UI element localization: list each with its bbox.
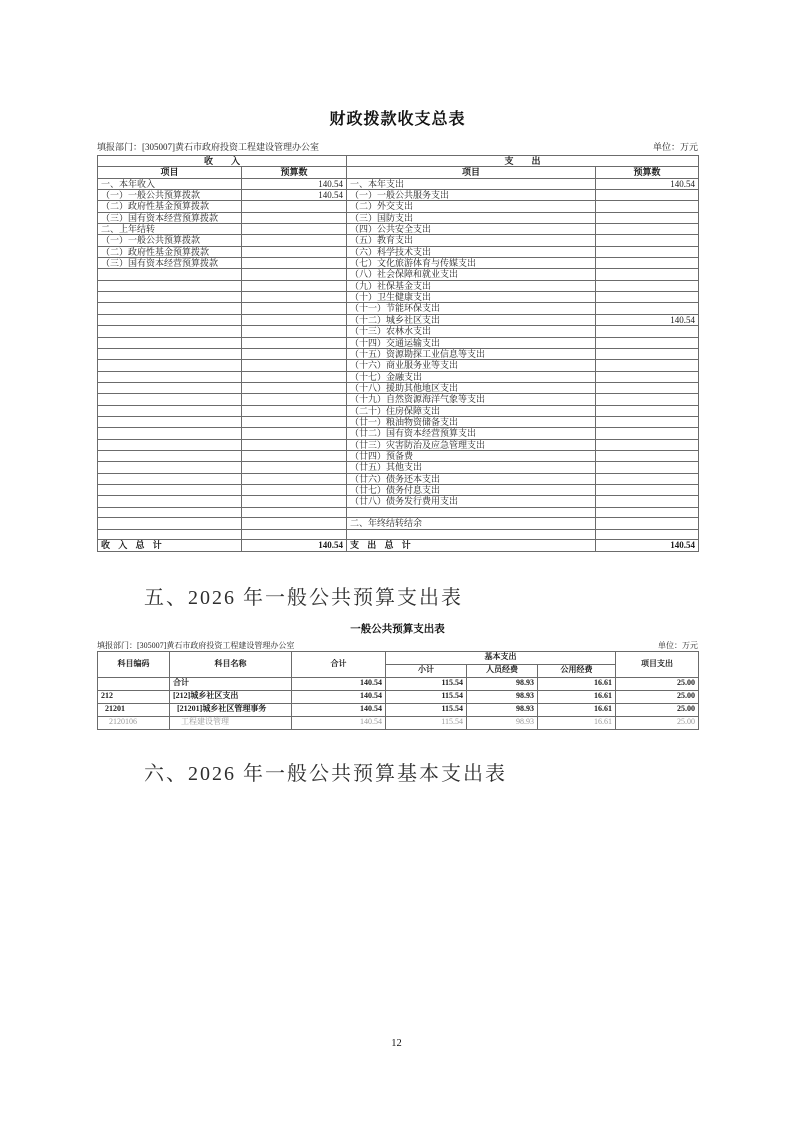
table-cell xyxy=(596,428,699,439)
column-header-row xyxy=(98,167,699,178)
table-cell: 115.54 xyxy=(386,690,467,703)
table-cell: 140.54 xyxy=(292,703,386,716)
table-cell xyxy=(596,484,699,495)
table-cell: 140.54 xyxy=(292,677,386,690)
fiscal-summary-meta xyxy=(97,140,698,153)
table-cell xyxy=(242,484,347,495)
table-cell: （一）一般公共服务支出 xyxy=(347,190,596,201)
table-cell xyxy=(242,507,347,518)
table-cell xyxy=(596,507,699,518)
table-cell: （十四）交通运输支出 xyxy=(347,337,596,348)
table-cell: （七）文化旅游体育与传媒支出 xyxy=(347,258,596,269)
table-row xyxy=(98,178,699,189)
table-cell: 140.54 xyxy=(242,540,347,551)
table-row xyxy=(98,235,699,246)
table-cell xyxy=(242,280,347,291)
table-cell xyxy=(242,348,347,359)
table-cell xyxy=(98,450,242,461)
table-cell: 收 入 总 计 xyxy=(98,540,242,551)
table-cell xyxy=(242,224,347,235)
expense-group-header: 支 出 xyxy=(347,156,699,167)
table-row xyxy=(98,303,699,314)
table-cell: 16.61 xyxy=(538,690,616,703)
table-cell xyxy=(98,303,242,314)
table-row xyxy=(98,507,699,518)
public-budget-expenditure-table xyxy=(97,651,699,730)
table-cell xyxy=(98,280,242,291)
table-cell xyxy=(596,348,699,359)
table-cell: （三）国有资本经营预算拨款 xyxy=(98,212,242,223)
table-cell: 98.93 xyxy=(467,677,538,690)
table-cell xyxy=(596,201,699,212)
table-cell: （廿三）灾害防治及应急管理支出 xyxy=(347,439,596,450)
table-cell xyxy=(98,292,242,303)
table-cell: 98.93 xyxy=(467,703,538,716)
table-cell xyxy=(98,337,242,348)
table-cell xyxy=(596,360,699,371)
table-row xyxy=(98,703,699,716)
table-cell xyxy=(242,529,347,540)
fiscal-summary-table xyxy=(97,155,699,552)
table-row xyxy=(98,269,699,280)
table-cell: （廿六）债务还本支出 xyxy=(347,473,596,484)
table-row xyxy=(98,258,699,269)
table-cell: （廿二）国有资本经营预算支出 xyxy=(347,428,596,439)
table-cell xyxy=(242,292,347,303)
table-row xyxy=(98,405,699,416)
table-cell: 16.61 xyxy=(538,703,616,716)
table-cell xyxy=(242,518,347,529)
table-cell: 16.61 xyxy=(538,677,616,690)
table-cell: （十三）农林水支出 xyxy=(347,326,596,337)
table-cell xyxy=(596,246,699,257)
table-row xyxy=(98,439,699,450)
table-cell: （五）教育支出 xyxy=(347,235,596,246)
page-number: 12 xyxy=(391,1038,402,1049)
table-cell xyxy=(596,529,699,540)
table-cell: （一）一般公共预算拨款 xyxy=(98,190,242,201)
table-cell: 一、本年收入 xyxy=(98,178,242,189)
table-cell xyxy=(596,382,699,393)
table-cell: 工程建设管理 xyxy=(170,716,292,729)
table-cell: （十二）城乡社区支出 xyxy=(347,314,596,325)
table-cell xyxy=(242,201,347,212)
total-header: 合计 xyxy=(292,651,386,677)
section-heading-six: 六、2026 年一般公共预算基本支出表 xyxy=(144,762,507,785)
table-cell: （十六）商业服务业等支出 xyxy=(347,360,596,371)
expense-item-header: 项目 xyxy=(347,167,596,178)
table-cell xyxy=(98,473,242,484)
table-cell: （九）社保基金支出 xyxy=(347,280,596,291)
table-cell xyxy=(242,405,347,416)
table-cell: （廿七）债务付息支出 xyxy=(347,484,596,495)
table-cell xyxy=(98,314,242,325)
table-cell xyxy=(98,484,242,495)
reporting-dept-label: 填报部门：[305007]黄石市政府投资工程建设管理办公室 xyxy=(97,640,295,650)
table-cell xyxy=(242,326,347,337)
table-row xyxy=(98,280,699,291)
table-cell: 2120106 xyxy=(98,716,170,729)
table-cell: 25.00 xyxy=(616,703,699,716)
table-cell: （二）政府性基金预算拨款 xyxy=(98,201,242,212)
table-cell: （二）政府性基金预算拨款 xyxy=(98,246,242,257)
table-cell: 140.54 xyxy=(242,178,347,189)
table-cell xyxy=(596,496,699,507)
table-cell xyxy=(98,462,242,473)
table-cell: （廿一）粮油物资储备支出 xyxy=(347,416,596,427)
fiscal-summary-table-body xyxy=(98,178,699,551)
table-cell xyxy=(596,190,699,201)
table-cell xyxy=(98,394,242,405)
table-cell xyxy=(98,428,242,439)
table-cell: 115.54 xyxy=(386,677,467,690)
table-cell: 25.00 xyxy=(616,690,699,703)
table-row xyxy=(98,292,699,303)
table-cell xyxy=(98,360,242,371)
table-cell xyxy=(242,439,347,450)
table-cell: （二十）住房保障支出 xyxy=(347,405,596,416)
unit-label: 单位：万元 xyxy=(652,142,698,152)
table-cell: （四）公共安全支出 xyxy=(347,224,596,235)
table-cell xyxy=(98,416,242,427)
public-budget-expenditure-title: 一般公共预算支出表 xyxy=(350,623,445,635)
table-cell xyxy=(596,518,699,529)
table-cell xyxy=(596,280,699,291)
table-cell xyxy=(596,439,699,450)
table-row xyxy=(98,716,699,729)
table-cell xyxy=(596,337,699,348)
basic-subtotal-header: 小计 xyxy=(386,664,467,677)
table-row xyxy=(98,201,699,212)
basic-expenditure-header: 基本支出 xyxy=(386,651,616,664)
table-cell xyxy=(98,269,242,280)
expenditure-table-head xyxy=(98,651,699,677)
table-cell xyxy=(242,450,347,461)
table-cell: （十七）金融支出 xyxy=(347,371,596,382)
table-cell: 16.61 xyxy=(538,716,616,729)
table-row xyxy=(98,224,699,235)
table-row xyxy=(98,326,699,337)
table-cell xyxy=(242,303,347,314)
table-row xyxy=(98,529,699,540)
table-cell xyxy=(98,371,242,382)
table-cell xyxy=(596,212,699,223)
table-cell xyxy=(98,507,242,518)
table-cell: 115.54 xyxy=(386,716,467,729)
table-row xyxy=(98,473,699,484)
table-row xyxy=(98,690,699,703)
table-cell: 一、本年支出 xyxy=(347,178,596,189)
table-cell: 25.00 xyxy=(616,677,699,690)
table-cell xyxy=(596,235,699,246)
table-row xyxy=(98,462,699,473)
table-cell: （廿八）债务发行费用支出 xyxy=(347,496,596,507)
table-cell xyxy=(347,507,596,518)
table-row xyxy=(98,190,699,201)
table-cell xyxy=(98,496,242,507)
table-cell: （二）外交支出 xyxy=(347,201,596,212)
table-cell: （一）一般公共预算拨款 xyxy=(98,235,242,246)
table-cell xyxy=(242,258,347,269)
expense-budget-header: 预算数 xyxy=(596,167,699,178)
table-cell xyxy=(98,439,242,450)
table-cell xyxy=(242,428,347,439)
table-row xyxy=(98,518,699,529)
income-budget-header: 预算数 xyxy=(242,167,347,178)
table-cell: 212 xyxy=(98,690,170,703)
table-row xyxy=(98,428,699,439)
group-header-row xyxy=(98,156,699,167)
unit-label: 单位：万元 xyxy=(658,640,698,650)
public-funds-header: 公用经费 xyxy=(538,664,616,677)
table-cell xyxy=(98,529,242,540)
header-row-1 xyxy=(98,651,699,664)
table-cell xyxy=(596,326,699,337)
table-cell: 支 出 总 计 xyxy=(347,540,596,551)
table-cell: 二、上年结转 xyxy=(98,224,242,235)
table-cell: （廿五）其他支出 xyxy=(347,462,596,473)
table-cell xyxy=(242,496,347,507)
table-cell xyxy=(98,348,242,359)
table-cell: 合计 xyxy=(170,677,292,690)
table-cell xyxy=(242,235,347,246)
table-cell xyxy=(242,462,347,473)
table-cell xyxy=(242,360,347,371)
fiscal-summary-title: 财政拨款收支总表 xyxy=(329,111,466,128)
table-cell: 140.54 xyxy=(596,314,699,325)
table-cell: 140.54 xyxy=(292,716,386,729)
table-cell xyxy=(242,314,347,325)
table-cell xyxy=(98,677,170,690)
table-cell xyxy=(596,371,699,382)
table-cell xyxy=(596,258,699,269)
project-expenditure-header: 项目支出 xyxy=(616,651,699,677)
table-cell: （六）科学技术支出 xyxy=(347,246,596,257)
table-cell xyxy=(98,382,242,393)
table-row xyxy=(98,337,699,348)
table-cell xyxy=(242,212,347,223)
fiscal-summary-table-head xyxy=(98,156,699,179)
table-cell: （廿四）预备费 xyxy=(347,450,596,461)
table-cell: 二、年终结转结余 xyxy=(347,518,596,529)
table-cell xyxy=(242,394,347,405)
table-cell: [21201]城乡社区管理事务 xyxy=(170,703,292,716)
table-cell: 98.93 xyxy=(467,690,538,703)
table-row xyxy=(98,450,699,461)
table-cell: 140.54 xyxy=(596,178,699,189)
table-cell xyxy=(596,394,699,405)
table-cell: （三）国防支出 xyxy=(347,212,596,223)
table-cell xyxy=(98,326,242,337)
table-cell xyxy=(242,269,347,280)
table-cell: [212]城乡社区支出 xyxy=(170,690,292,703)
income-group-header: 收 入 xyxy=(98,156,347,167)
subject-code-header: 科目编码 xyxy=(98,651,170,677)
personnel-funds-header: 人员经费 xyxy=(467,664,538,677)
table-cell xyxy=(596,405,699,416)
table-row xyxy=(98,496,699,507)
table-row xyxy=(98,360,699,371)
table-cell xyxy=(596,473,699,484)
expenditure-table-body xyxy=(98,677,699,729)
table-cell: （十）卫生健康支出 xyxy=(347,292,596,303)
table-row xyxy=(98,484,699,495)
table-row xyxy=(98,677,699,690)
subject-name-header: 科目名称 xyxy=(170,651,292,677)
table-cell: 140.54 xyxy=(596,540,699,551)
page-content xyxy=(97,0,698,786)
table-cell xyxy=(242,382,347,393)
table-cell xyxy=(596,224,699,235)
table-cell: （八）社会保障和就业支出 xyxy=(347,269,596,280)
table-cell: 25.00 xyxy=(616,716,699,729)
section-heading-five: 五、2026 年一般公共预算支出表 xyxy=(144,586,463,609)
table-cell xyxy=(242,246,347,257)
table-cell: （十五）资源勘探工业信息等支出 xyxy=(347,348,596,359)
table-cell: 140.54 xyxy=(292,690,386,703)
table-cell xyxy=(596,292,699,303)
table-cell: （十九）自然资源海洋气象等支出 xyxy=(347,394,596,405)
table-cell xyxy=(596,450,699,461)
table-cell xyxy=(596,416,699,427)
table-row xyxy=(98,371,699,382)
table-cell xyxy=(98,518,242,529)
table-row xyxy=(98,348,699,359)
table-cell xyxy=(347,529,596,540)
table-row xyxy=(98,382,699,393)
table-cell: 21201 xyxy=(98,703,170,716)
table-cell: （三）国有资本经营预算拨款 xyxy=(98,258,242,269)
table-cell xyxy=(98,405,242,416)
income-item-header: 项目 xyxy=(98,167,242,178)
table-row xyxy=(98,212,699,223)
table-row xyxy=(98,314,699,325)
table-row xyxy=(98,416,699,427)
table-cell xyxy=(242,416,347,427)
table-cell xyxy=(596,462,699,473)
table-cell: （十一）节能环保支出 xyxy=(347,303,596,314)
table-cell: 115.54 xyxy=(386,703,467,716)
table-cell xyxy=(242,337,347,348)
table-cell xyxy=(596,269,699,280)
table-row xyxy=(98,540,699,551)
table-cell xyxy=(242,371,347,382)
reporting-dept-label: 填报部门：[305007]黄石市政府投资工程建设管理办公室 xyxy=(97,142,319,152)
table-cell: （十八）援助其他地区支出 xyxy=(347,382,596,393)
table-row xyxy=(98,394,699,405)
table-cell xyxy=(596,303,699,314)
table-row xyxy=(98,246,699,257)
table-cell: 140.54 xyxy=(242,190,347,201)
expenditure-table-meta xyxy=(97,640,698,651)
table-cell xyxy=(242,473,347,484)
table-cell: 98.93 xyxy=(467,716,538,729)
